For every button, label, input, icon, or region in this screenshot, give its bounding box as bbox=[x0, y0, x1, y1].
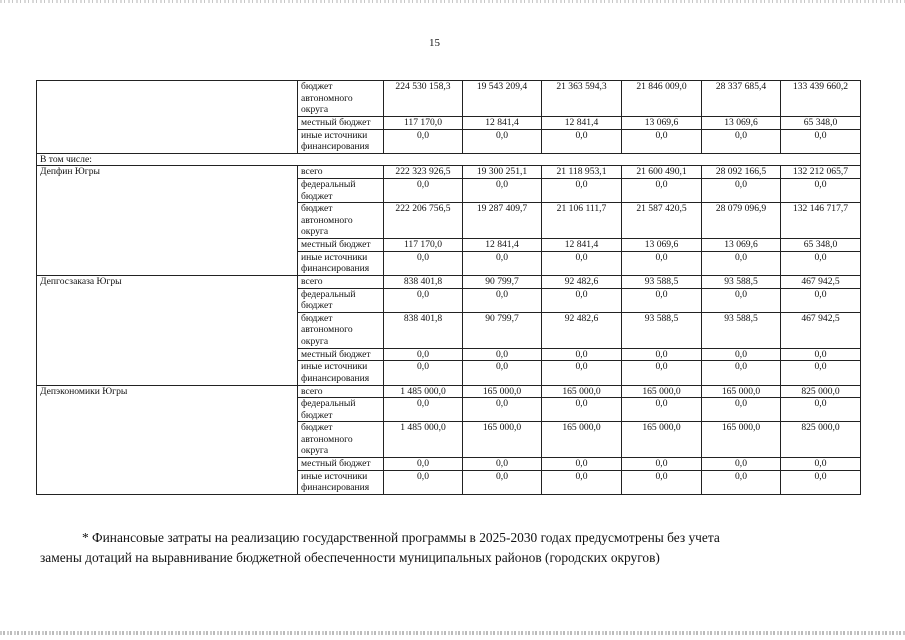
value-cell: 1 485 000,0 bbox=[384, 385, 463, 398]
table-row bbox=[37, 385, 861, 398]
value-cell: 13 069,6 bbox=[702, 239, 781, 252]
value-cell: 0,0 bbox=[702, 288, 781, 312]
value-cell: 0,0 bbox=[781, 458, 861, 471]
value-cell: 0,0 bbox=[702, 178, 781, 202]
value-cell: 12 841,4 bbox=[463, 239, 542, 252]
section-label-row bbox=[37, 153, 861, 166]
value-cell: 0,0 bbox=[542, 398, 622, 422]
value-cell: 0,0 bbox=[542, 251, 622, 275]
value-cell: 117 170,0 bbox=[384, 117, 463, 130]
org-name-cell: Депэкономики Югры bbox=[37, 385, 298, 495]
value-cell: 0,0 bbox=[781, 470, 861, 494]
value-cell: 0,0 bbox=[463, 361, 542, 385]
funding-source-cell: местный бюджет bbox=[298, 348, 384, 361]
value-cell: 19 543 209,4 bbox=[463, 81, 542, 117]
funding-source-cell: местный бюджет bbox=[298, 117, 384, 130]
value-cell: 0,0 bbox=[542, 129, 622, 153]
value-cell: 0,0 bbox=[781, 129, 861, 153]
page-number: 15 bbox=[429, 37, 440, 49]
value-cell: 0,0 bbox=[384, 361, 463, 385]
value-cell: 0,0 bbox=[781, 288, 861, 312]
value-cell: 12 841,4 bbox=[463, 117, 542, 130]
value-cell: 0,0 bbox=[463, 129, 542, 153]
footnote bbox=[40, 528, 870, 568]
funding-source-cell: бюджет автономного округа bbox=[298, 312, 384, 348]
funding-source-cell: бюджет автономного округа bbox=[298, 422, 384, 458]
value-cell: 0,0 bbox=[702, 251, 781, 275]
value-cell: 0,0 bbox=[463, 470, 542, 494]
value-cell: 0,0 bbox=[384, 251, 463, 275]
value-cell: 0,0 bbox=[622, 348, 702, 361]
value-cell: 21 363 594,3 bbox=[542, 81, 622, 117]
value-cell: 0,0 bbox=[542, 288, 622, 312]
table-body bbox=[37, 81, 861, 495]
value-cell: 224 530 158,3 bbox=[384, 81, 463, 117]
org-name-cell: Депгосзаказа Югры bbox=[37, 275, 298, 385]
value-cell: 65 348,0 bbox=[781, 239, 861, 252]
value-cell: 0,0 bbox=[781, 251, 861, 275]
value-cell: 0,0 bbox=[463, 458, 542, 471]
value-cell: 165 000,0 bbox=[463, 422, 542, 458]
section-label: В том числе: bbox=[37, 153, 861, 166]
value-cell: 0,0 bbox=[463, 178, 542, 202]
funding-source-cell: всего bbox=[298, 385, 384, 398]
value-cell: 13 069,6 bbox=[622, 239, 702, 252]
value-cell: 19 300 251,1 bbox=[463, 166, 542, 179]
funding-source-cell: иные источники финансирования bbox=[298, 361, 384, 385]
footnote-line-1: * Финансовые затраты на реализацию государственной программы в 2025-2030 годах предусмотрены без учета bbox=[82, 530, 720, 545]
value-cell: 28 092 166,5 bbox=[702, 166, 781, 179]
value-cell: 0,0 bbox=[622, 458, 702, 471]
value-cell: 21 106 111,7 bbox=[542, 203, 622, 239]
value-cell: 117 170,0 bbox=[384, 239, 463, 252]
value-cell: 0,0 bbox=[463, 348, 542, 361]
value-cell: 0,0 bbox=[384, 398, 463, 422]
value-cell: 0,0 bbox=[702, 348, 781, 361]
value-cell: 0,0 bbox=[384, 288, 463, 312]
value-cell: 13 069,6 bbox=[622, 117, 702, 130]
value-cell: 165 000,0 bbox=[463, 385, 542, 398]
funding-source-cell: федеральный бюджет bbox=[298, 398, 384, 422]
value-cell: 90 799,7 bbox=[463, 312, 542, 348]
table-row bbox=[37, 275, 861, 288]
table-row bbox=[37, 166, 861, 179]
value-cell: 21 600 490,1 bbox=[622, 166, 702, 179]
value-cell: 0,0 bbox=[542, 178, 622, 202]
value-cell: 0,0 bbox=[384, 470, 463, 494]
value-cell: 825 000,0 bbox=[781, 385, 861, 398]
value-cell: 165 000,0 bbox=[542, 385, 622, 398]
value-cell: 0,0 bbox=[542, 470, 622, 494]
value-cell: 0,0 bbox=[781, 178, 861, 202]
value-cell: 165 000,0 bbox=[542, 422, 622, 458]
funding-source-cell: федеральный бюджет bbox=[298, 288, 384, 312]
value-cell: 21 118 953,1 bbox=[542, 166, 622, 179]
funding-source-cell: местный бюджет bbox=[298, 239, 384, 252]
value-cell: 0,0 bbox=[384, 348, 463, 361]
value-cell: 0,0 bbox=[781, 398, 861, 422]
value-cell: 838 401,8 bbox=[384, 312, 463, 348]
value-cell: 0,0 bbox=[702, 470, 781, 494]
value-cell: 0,0 bbox=[384, 178, 463, 202]
value-cell: 165 000,0 bbox=[622, 385, 702, 398]
org-cell-continued bbox=[37, 81, 298, 154]
value-cell: 65 348,0 bbox=[781, 117, 861, 130]
value-cell: 0,0 bbox=[622, 361, 702, 385]
value-cell: 133 439 660,2 bbox=[781, 81, 861, 117]
value-cell: 0,0 bbox=[702, 129, 781, 153]
footnote-line-2: замены дотаций на выравнивание бюджетной обеспеченности муниципальных районов (городских округов) bbox=[40, 550, 660, 565]
value-cell: 21 846 009,0 bbox=[622, 81, 702, 117]
value-cell: 93 588,5 bbox=[622, 312, 702, 348]
funding-source-cell: иные источники финансирования bbox=[298, 251, 384, 275]
value-cell: 13 069,6 bbox=[702, 117, 781, 130]
value-cell: 0,0 bbox=[384, 458, 463, 471]
scan-edge-bottom bbox=[0, 631, 905, 635]
value-cell: 132 212 065,7 bbox=[781, 166, 861, 179]
funding-source-cell: местный бюджет bbox=[298, 458, 384, 471]
org-name-cell: Депфин Югры bbox=[37, 166, 298, 276]
funding-source-cell: бюджет автономного округа bbox=[298, 203, 384, 239]
value-cell: 1 485 000,0 bbox=[384, 422, 463, 458]
value-cell: 0,0 bbox=[542, 361, 622, 385]
value-cell: 0,0 bbox=[781, 348, 861, 361]
value-cell: 467 942,5 bbox=[781, 312, 861, 348]
value-cell: 92 482,6 bbox=[542, 312, 622, 348]
value-cell: 0,0 bbox=[702, 458, 781, 471]
value-cell: 132 146 717,7 bbox=[781, 203, 861, 239]
value-cell: 0,0 bbox=[622, 398, 702, 422]
value-cell: 0,0 bbox=[542, 458, 622, 471]
value-cell: 0,0 bbox=[463, 251, 542, 275]
financing-table bbox=[36, 80, 861, 495]
value-cell: 825 000,0 bbox=[781, 422, 861, 458]
value-cell: 0,0 bbox=[702, 398, 781, 422]
funding-source-cell: бюджет автономного округа bbox=[298, 81, 384, 117]
value-cell: 222 323 926,5 bbox=[384, 166, 463, 179]
value-cell: 28 079 096,9 bbox=[702, 203, 781, 239]
value-cell: 12 841,4 bbox=[542, 239, 622, 252]
funding-source-cell: иные источники финансирования bbox=[298, 470, 384, 494]
value-cell: 0,0 bbox=[622, 470, 702, 494]
value-cell: 0,0 bbox=[463, 288, 542, 312]
value-cell: 0,0 bbox=[702, 361, 781, 385]
value-cell: 0,0 bbox=[622, 178, 702, 202]
funding-source-cell: всего bbox=[298, 275, 384, 288]
funding-source-cell: федеральный бюджет bbox=[298, 178, 384, 202]
value-cell: 93 588,5 bbox=[702, 275, 781, 288]
value-cell: 467 942,5 bbox=[781, 275, 861, 288]
value-cell: 0,0 bbox=[463, 398, 542, 422]
value-cell: 12 841,4 bbox=[542, 117, 622, 130]
value-cell: 0,0 bbox=[781, 361, 861, 385]
value-cell: 19 287 409,7 bbox=[463, 203, 542, 239]
table-row bbox=[37, 81, 861, 117]
value-cell: 28 337 685,4 bbox=[702, 81, 781, 117]
funding-source-cell: всего bbox=[298, 166, 384, 179]
value-cell: 838 401,8 bbox=[384, 275, 463, 288]
value-cell: 0,0 bbox=[622, 251, 702, 275]
value-cell: 90 799,7 bbox=[463, 275, 542, 288]
value-cell: 0,0 bbox=[384, 129, 463, 153]
value-cell: 0,0 bbox=[622, 129, 702, 153]
funding-source-cell: иные источники финансирования bbox=[298, 129, 384, 153]
value-cell: 0,0 bbox=[622, 288, 702, 312]
value-cell: 93 588,5 bbox=[622, 275, 702, 288]
value-cell: 165 000,0 bbox=[622, 422, 702, 458]
scan-edge-top bbox=[0, 0, 905, 3]
value-cell: 21 587 420,5 bbox=[622, 203, 702, 239]
value-cell: 165 000,0 bbox=[702, 385, 781, 398]
value-cell: 92 482,6 bbox=[542, 275, 622, 288]
value-cell: 165 000,0 bbox=[702, 422, 781, 458]
value-cell: 222 206 756,5 bbox=[384, 203, 463, 239]
value-cell: 0,0 bbox=[542, 348, 622, 361]
value-cell: 93 588,5 bbox=[702, 312, 781, 348]
